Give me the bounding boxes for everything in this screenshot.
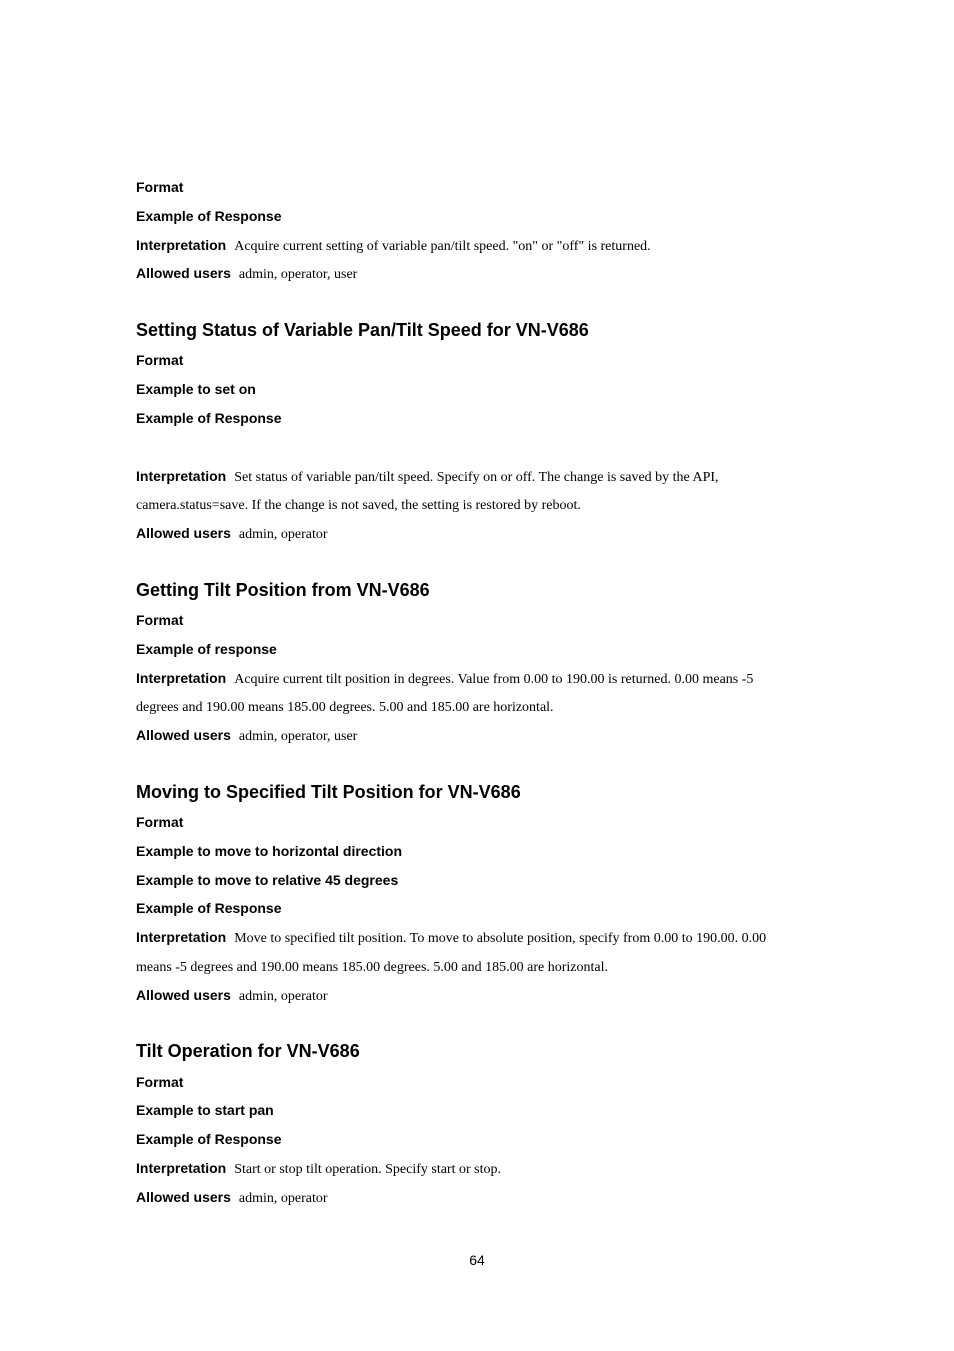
allowed-users-row — [136, 1189, 328, 1207]
example-start-pan-row — [136, 1102, 274, 1120]
format-row — [136, 814, 183, 832]
format-row — [136, 179, 183, 197]
interpretation-row — [136, 468, 719, 486]
example-of-response-label: Example of response — [136, 641, 277, 657]
format-label: Format — [136, 352, 184, 368]
example-of-response-label: Example of Response — [136, 1131, 282, 1147]
section-heading: Moving to Specified Tilt Position for VN-V686 — [136, 782, 521, 802]
interpretation-label: Interpretation — [136, 468, 227, 484]
example-response-row — [136, 641, 277, 659]
interpretation-label: Interpretation — [136, 237, 227, 253]
format-label: Format — [136, 1074, 184, 1090]
interpretation-text: Acquire current setting of variable pan/tilt speed. "on" or "off" is returned. — [234, 239, 651, 254]
example-relative-row — [136, 872, 398, 890]
allowed-users-value: admin, operator, user — [238, 267, 358, 282]
interpretation-label: Interpretation — [136, 1160, 227, 1176]
allowed-users-label: Allowed users — [136, 525, 231, 541]
format-row — [136, 352, 183, 370]
interpretation-label: Interpretation — [136, 929, 227, 945]
interpretation-text: Acquire current tilt position in degrees. Value from 0.00 to 190.00 is returned. 0.00 means -5 — [234, 672, 754, 687]
example-start-pan-label: Example to start pan — [136, 1102, 274, 1118]
example-to-set-on-label: Example to set on — [136, 381, 256, 397]
interpretation-continuation — [136, 698, 554, 716]
format-row — [136, 612, 183, 630]
allowed-users-label: Allowed users — [136, 1189, 231, 1205]
interpretation-row — [136, 237, 651, 255]
example-move-relative-label: Example to move to relative 45 degrees — [136, 872, 399, 888]
interpretation-text: Start or stop tilt operation. Specify start or stop. — [234, 1162, 501, 1177]
interpretation-text: Move to specified tilt position. To move to absolute position, specify from 0.00 to 190.00. 0.00 — [234, 931, 767, 946]
page-number: 64 — [469, 1252, 485, 1268]
example-response-row — [136, 1131, 282, 1149]
example-response-row — [136, 410, 282, 428]
example-horizontal-row — [136, 843, 402, 861]
example-response-row — [136, 208, 282, 226]
interpretation-continuation — [136, 958, 608, 976]
format-row — [136, 1074, 183, 1092]
format-label: Format — [136, 814, 184, 830]
allowed-users-value: admin, operator, user — [238, 729, 358, 744]
section-heading: Tilt Operation for VN-V686 — [136, 1041, 360, 1061]
interpretation-text-cont: degrees and 190.00 means 185.00 degrees. 5.00 and 185.00 are horizontal. — [136, 700, 554, 715]
allowed-users-row — [136, 525, 328, 543]
interpretation-continuation — [136, 496, 581, 514]
allowed-users-row — [136, 987, 328, 1005]
allowed-users-value: admin, operator — [238, 1191, 328, 1206]
example-set-on-row — [136, 381, 256, 399]
interpretation-label: Interpretation — [136, 670, 227, 686]
format-label: Format — [136, 612, 184, 628]
example-response-row — [136, 900, 282, 918]
interpretation-row — [136, 1160, 501, 1178]
example-of-response-label: Example of Response — [136, 208, 282, 224]
interpretation-text-cont: means -5 degrees and 190.00 means 185.00 degrees. 5.00 and 185.00 are horizontal. — [136, 960, 608, 975]
example-move-horizontal-label: Example to move to horizontal direction — [136, 843, 403, 859]
interpretation-row — [136, 670, 753, 688]
allowed-users-label: Allowed users — [136, 727, 231, 743]
allowed-users-value: admin, operator — [238, 527, 328, 542]
interpretation-text-cont: camera.status=save. If the change is not saved, the setting is restored by reboot. — [136, 498, 581, 513]
section-heading: Getting Tilt Position from VN-V686 — [136, 580, 430, 600]
section-heading: Setting Status of Variable Pan/Tilt Speed for VN-V686 — [136, 320, 589, 340]
allowed-users-row — [136, 727, 357, 745]
example-of-response-label: Example of Response — [136, 900, 282, 916]
format-label: Format — [136, 179, 184, 195]
example-of-response-label: Example of Response — [136, 410, 282, 426]
interpretation-text: Set status of variable pan/tilt speed. Specify on or off. The change is saved by the API, — [234, 470, 719, 485]
allowed-users-label: Allowed users — [136, 987, 231, 1003]
allowed-users-label: Allowed users — [136, 265, 231, 281]
allowed-users-value: admin, operator — [238, 989, 328, 1004]
allowed-users-row — [136, 265, 357, 283]
interpretation-row — [136, 929, 766, 947]
